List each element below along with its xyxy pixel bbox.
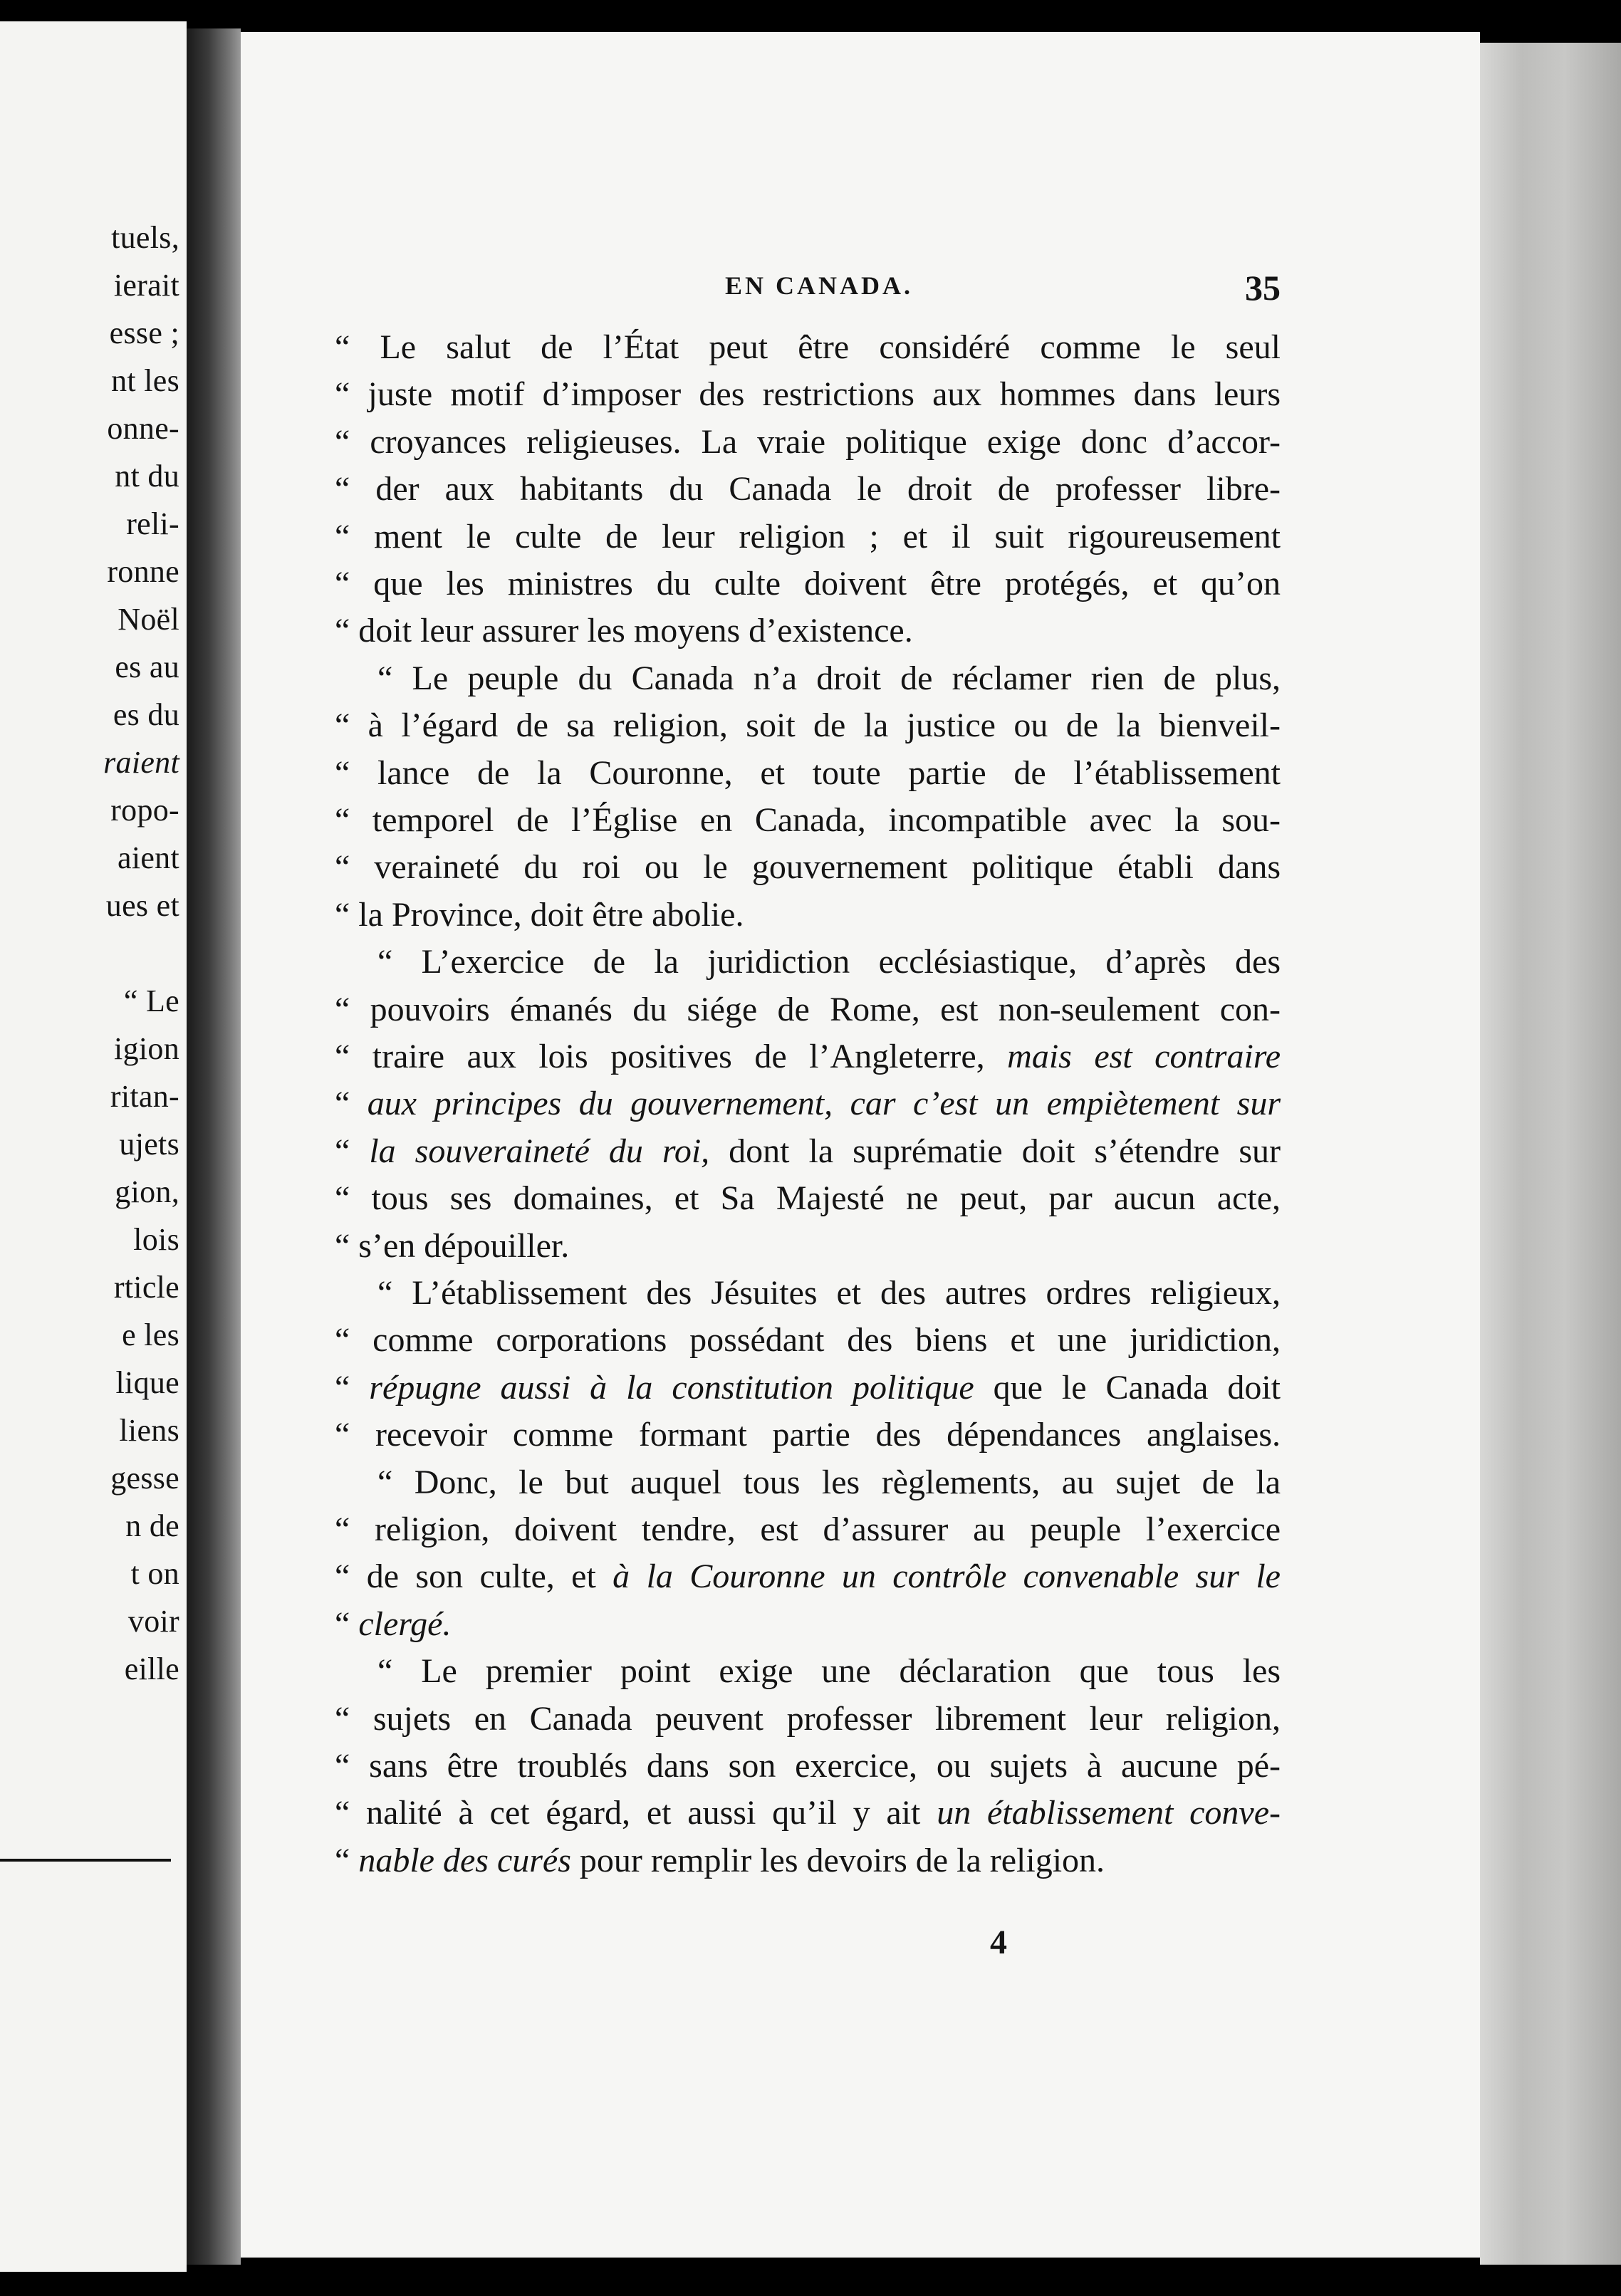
text-segment: “ juste motif d’imposer des restrictions aux hommes dans leurs (335, 375, 1281, 414)
text-segment: “ pouvoirs émanés du siége de Rome, est non-seulement con- (335, 990, 1281, 1028)
left-page-line: ropo- (110, 793, 179, 828)
text-segment: “ la Province, doit être abolie. (335, 895, 744, 934)
body-line (335, 1411, 1281, 1459)
body-line (335, 1696, 1281, 1743)
left-page-line: gesse (110, 1461, 179, 1496)
italic-text: à la Couronne un contrôle convenable sur le (613, 1557, 1281, 1596)
text-segment: “ Le peuple du Canada n’a droit de réclamer rien de plus, (377, 659, 1281, 697)
text-segment: “ sans être troublés dans son exercice, ou sujets à aucune pé- (335, 1747, 1281, 1785)
italic-text: répugne aussi à la constitution politique (369, 1368, 974, 1407)
italic-text: mais est contraire (1007, 1038, 1281, 1075)
running-head: EN CANADA. (725, 271, 913, 300)
left-page-line: esse ; (109, 315, 179, 350)
body-line (335, 1743, 1281, 1790)
body-line (335, 1175, 1281, 1222)
body-line (335, 607, 1281, 654)
body-line (335, 750, 1281, 797)
body-line (335, 797, 1281, 844)
body-line (335, 1506, 1281, 1553)
left-page-line: reli- (126, 506, 179, 541)
body-line (335, 844, 1281, 891)
text-segment: que le Canada doit (974, 1368, 1281, 1407)
left-page-line: ritan- (110, 1079, 179, 1114)
left-page-line: es au (115, 649, 179, 684)
text-segment: “ comme corporations possédant des biens et une juridiction, (335, 1321, 1281, 1360)
text-segment: “ religion, doivent tendre, est d’assurer au peuple l’exercice (335, 1510, 1281, 1548)
left-page-line: voir (127, 1604, 179, 1639)
body-line (335, 986, 1281, 1033)
left-page-line: e les (122, 1317, 179, 1352)
text-segment: “ Le premier point exige une déclaration que tous les (377, 1652, 1281, 1691)
text-segment: pour remplir les devoirs de la religion. (570, 1841, 1105, 1879)
body-line (335, 1553, 1281, 1600)
text-segment: “ L’exercice de la juridiction ecclésiastique, d’après des (377, 943, 1281, 981)
text-segment: “ que les ministres du culte doivent être protégés, et qu’on (335, 565, 1281, 602)
left-page-line: raient (103, 745, 179, 780)
left-page-rule (0, 1859, 171, 1862)
text-segment: “ de son culte, et (335, 1557, 613, 1596)
body-line (377, 1648, 1281, 1695)
left-page-line: Noël (118, 602, 179, 637)
left-page-line: nt du (115, 459, 179, 494)
text-segment: “ recevoir comme formant partie des dépendances anglaises. (335, 1416, 1281, 1454)
left-page-line: lois (133, 1222, 179, 1257)
body-line (335, 1128, 1281, 1175)
body-line (335, 1601, 1281, 1648)
body-line (377, 1459, 1281, 1506)
text-segment: “ à l’égard de sa religion, soit de la justice ou de la bienveil- (335, 706, 1281, 745)
body-line (335, 466, 1281, 513)
body-line (335, 1364, 1281, 1411)
text-segment: “ temporel de l’Église en Canada, incompatible avec la sou- (335, 801, 1281, 839)
left-page-line: n de (125, 1508, 179, 1543)
italic-text: un établissement conve- (937, 1794, 1281, 1832)
body-line (377, 939, 1281, 986)
left-page-line: ues et (105, 888, 179, 923)
body-line (335, 892, 1281, 939)
page-number: 35 (1245, 268, 1281, 308)
italic-text: la souveraineté du roi, (369, 1132, 710, 1170)
left-page-line: tuels, (111, 220, 179, 255)
body-line (335, 702, 1281, 749)
body-line (335, 371, 1281, 418)
body-line (335, 1223, 1281, 1270)
text-segment: “ tous ses domaines, et Sa Majesté ne peut, par aucun acte, (335, 1179, 1281, 1218)
body-line (377, 655, 1281, 702)
text-segment: “ L’établissement des Jésuites et des autres ordres religieux, (377, 1274, 1281, 1312)
italic-text: nable des curés (358, 1841, 571, 1879)
left-page-line: ronne (107, 554, 179, 589)
body-line (335, 1033, 1281, 1080)
body-line (335, 1790, 1281, 1837)
book-gutter (187, 28, 241, 2265)
text-segment: “ Le salut de l’État peut être considéré comme le seul (335, 328, 1281, 366)
left-page-line: eille (124, 1651, 179, 1686)
text-segment: “ veraineté du roi ou le gouvernement politique établi dans (335, 848, 1281, 887)
body-line (377, 1270, 1281, 1317)
text-segment: “ s’en dépouiller. (335, 1226, 570, 1265)
left-page-line: aient (117, 840, 179, 875)
body-line (335, 1317, 1281, 1364)
text-segment: “ ment le culte de leur religion ; et il suit rigoureusement (335, 517, 1281, 555)
text-segment: “ (335, 1132, 370, 1170)
page-edge (1480, 43, 1621, 2265)
left-page-line: nt les (111, 363, 179, 398)
body-line (335, 560, 1281, 607)
left-facing-page (0, 21, 187, 2272)
text-segment: “ nalité à cet égard, et aussi qu’il y ait (335, 1794, 937, 1832)
italic-text: clergé. (358, 1604, 452, 1643)
text-segment: “ doit leur assurer les moyens d’existence. (335, 612, 913, 650)
left-page-line: es du (113, 697, 179, 732)
body-line (335, 513, 1281, 560)
left-page-line: ujets (119, 1127, 179, 1162)
left-page-line: “ Le (123, 983, 179, 1018)
body-line (335, 1080, 1281, 1127)
left-page-line: t on (130, 1556, 179, 1591)
left-page-line: igion (114, 1031, 179, 1066)
left-page-line: gion, (115, 1174, 179, 1209)
italic-text: aux principes du gouvernement, car c’est un empiètement sur (367, 1085, 1281, 1123)
text-segment: “ sujets en Canada peuvent professer librement leur religion, (335, 1699, 1281, 1738)
text-segment: “ traire aux lois positives de l’Angleterre, (335, 1038, 1008, 1075)
text-segment: “ der aux habitants du Canada le droit de professer libre- (335, 470, 1281, 508)
text-segment: dont la suprématie doit s’étendre sur (709, 1132, 1281, 1170)
body-line (335, 1837, 1281, 1884)
text-segment: “ (335, 1604, 359, 1643)
text-segment: “ (335, 1841, 359, 1879)
left-page-line: onne- (107, 411, 179, 446)
text-segment: “ Donc, le but auquel tous les règlements, au sujet de la (377, 1463, 1281, 1501)
body-line (335, 324, 1281, 371)
text-segment: “ croyances religieuses. La vraie politique exige donc d’accor- (335, 422, 1281, 461)
left-page-line: lique (115, 1365, 179, 1400)
left-page-line: rticle (113, 1270, 179, 1305)
text-segment: “ (335, 1085, 368, 1123)
body-line (335, 419, 1281, 466)
left-page-line: ierait (113, 268, 179, 303)
text-segment: “ (335, 1368, 370, 1407)
text-segment: “ lance de la Couronne, et toute partie de l’établissement (335, 753, 1281, 792)
signature-mark: 4 (990, 1924, 1007, 1961)
left-page-line: liens (119, 1413, 179, 1448)
